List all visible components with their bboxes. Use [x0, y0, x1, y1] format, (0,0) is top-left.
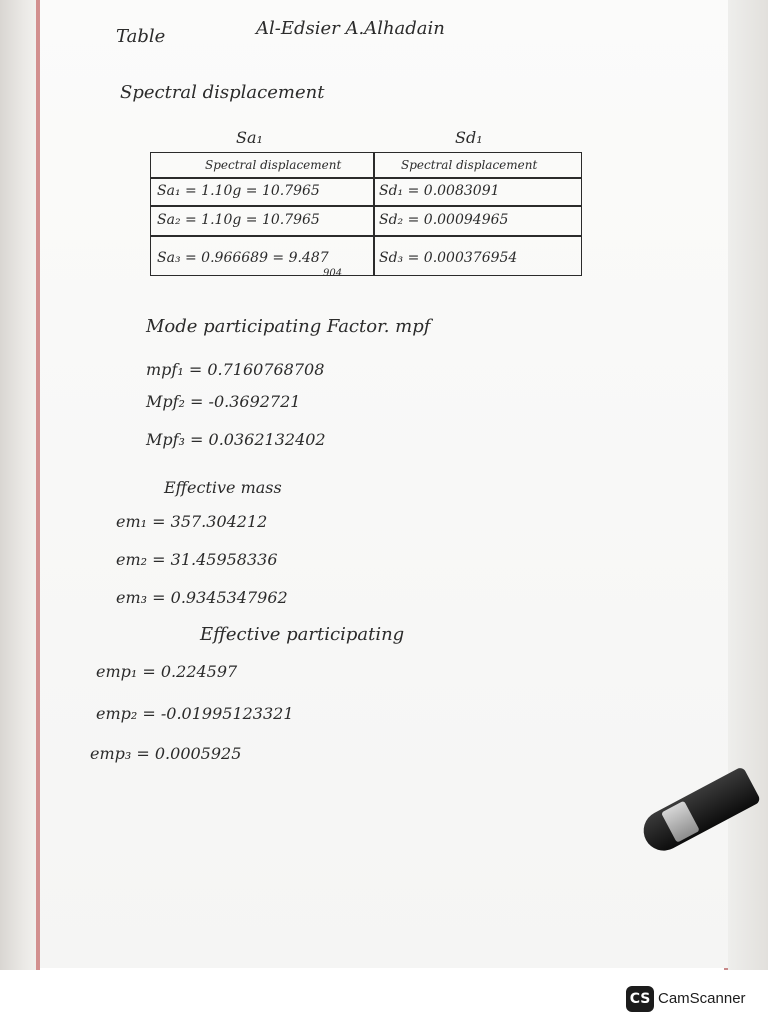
section-title: Spectral displacement	[120, 82, 325, 103]
table-col-label-sa: Sa₁	[236, 128, 263, 147]
mpf-item: mpf₁ = 0.7160768708	[146, 360, 325, 379]
mpf-title: Mode participating Factor. mpf	[146, 316, 431, 337]
effective-mass-item: em₃ = 0.9345347962	[116, 588, 288, 607]
pen-band	[661, 801, 700, 843]
camscanner-logo-icon: CS	[626, 986, 654, 1012]
effective-participating-title: Effective participating	[200, 624, 405, 645]
table-cell: Sd₂ = 0.00094965	[379, 212, 509, 228]
effective-participating-item: emp₂ = -0.01995123321	[96, 704, 294, 723]
table-header-cell: Spectral displacement	[401, 158, 538, 172]
table-divider	[151, 177, 581, 179]
table-col-label-sd: Sd₁	[455, 128, 483, 147]
table-cell: Sa₂ = 1.10g = 10.7965	[157, 212, 320, 228]
page-title: Table	[116, 26, 166, 47]
mpf-item: Mpf₃ = 0.0362132402	[146, 430, 326, 449]
background-right	[728, 0, 768, 970]
effective-mass-item: em₂ = 31.45958336	[116, 550, 278, 569]
effective-participating-item: emp₁ = 0.224597	[96, 662, 238, 681]
spectral-table	[150, 152, 582, 279]
table-cell: Sd₃ = 0.000376954	[379, 250, 518, 266]
table-header-cell: Spectral displacement	[205, 158, 342, 172]
table-cell-overflow: 904	[323, 268, 343, 279]
table-divider	[151, 235, 581, 237]
table-cell: Sd₁ = 0.0083091	[379, 183, 500, 199]
effective-participating-item: emp₃ = 0.0005925	[90, 744, 242, 763]
effective-mass-title: Effective mass	[164, 478, 282, 497]
mpf-item: Mpf₂ = -0.3692721	[146, 392, 301, 411]
table-divider-vertical	[373, 153, 375, 275]
paper-sheet	[40, 0, 728, 968]
camscanner-brand: CamScanner	[658, 990, 746, 1007]
background-left	[0, 0, 40, 970]
table-cell: Sa₃ = 0.966689 = 9.487	[157, 250, 329, 266]
effective-mass-item: em₁ = 357.304212	[116, 512, 268, 531]
table-cell: Sa₁ = 1.10g = 10.7965	[157, 183, 320, 199]
table-divider	[151, 205, 581, 207]
author-names: Al-Edsier A.Alhadain	[256, 18, 445, 39]
